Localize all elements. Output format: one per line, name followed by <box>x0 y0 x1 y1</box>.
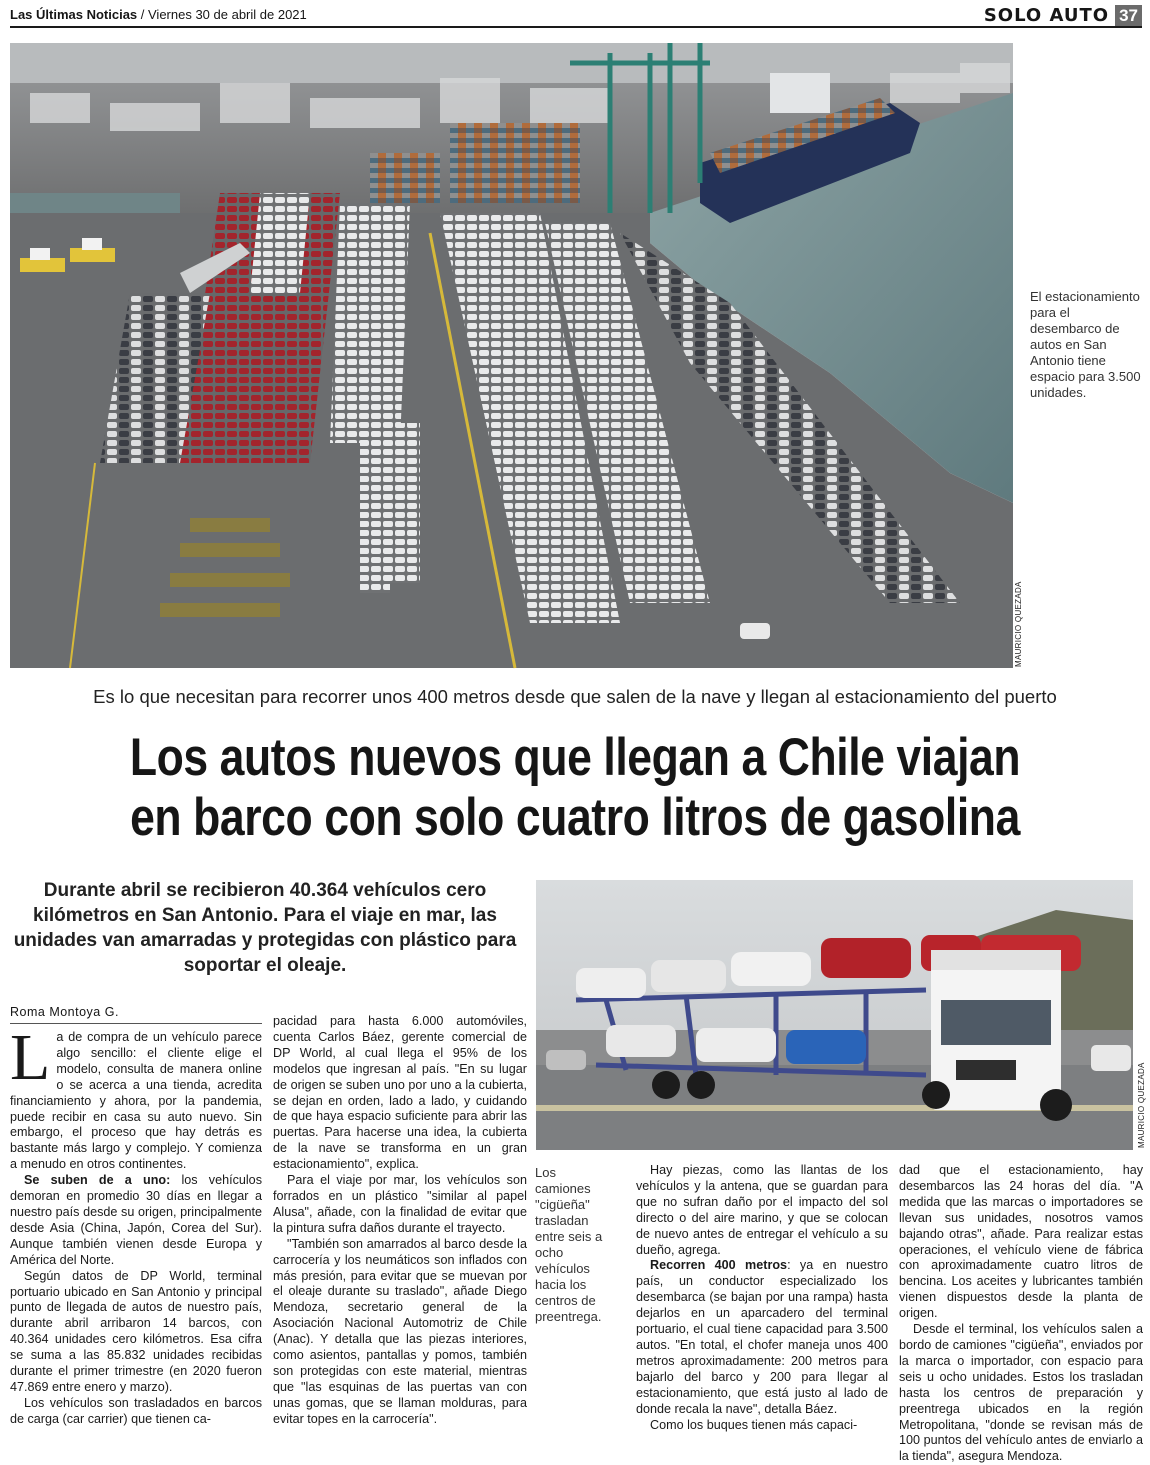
truck-photo-caption: Los camiones "cigüeña" trasladan entre seis a ocho vehículos hacia los centros de preentrega. <box>535 1165 603 1324</box>
publication-name: Las Últimas Noticias <box>10 7 138 22</box>
car-carrier-truck-illustration <box>536 880 1133 1150</box>
headline-line-1: Los autos nuevos que llegan a Chile viajan <box>129 728 1021 787</box>
page-header <box>10 4 1142 28</box>
port-aerial-photo <box>10 43 1013 668</box>
section-name: SOLO AUTO <box>983 4 1110 26</box>
page-number: 37 <box>1115 5 1142 26</box>
article-paragraph: Como los buques tienen más capaci- <box>650 1417 858 1432</box>
headline-line-2: en barco con solo cuatro litros de gasolina <box>130 788 1020 847</box>
article-column-1 <box>10 1021 262 1428</box>
article-paragraph <box>10 1021 262 1173</box>
article-paragraph: Según datos de DP World, terminal portuario ubicado en San Antonio y principal punto de llegada de autos de nuestro país, durante abril arribaron 14 barcos, con 40.364 unidades cero kilómetros. Esa cifra se suma a las 85.832 unidades recibidas durante el primer trimestre (en 2020 fueron 47.869 entre enero y marzo). <box>10 1268 262 1394</box>
article-paragraph <box>10 1173 262 1268</box>
article-paragraph: pacidad para hasta 6.000 automóviles, cuenta Carlos Báez, gerente comercial de DP World, al cual llega el 95% de los modelos que ingresan al país. "En su lugar de origen se suben uno por uno a la cubierta, se dejan en orden, lado a lado, y cuidando de que haya espacio suficiente para abrir las puertas. Para hacerse una idea, la cubierta de la nave se transforma en un gran estacionamiento", explica. <box>273 1014 527 1172</box>
article-column-3 <box>636 1163 888 1433</box>
subhead: Recorren 400 metros <box>650 1258 788 1273</box>
article-column-4 <box>899 1163 1143 1465</box>
truck-photo-credit: MAURICIO QUEZADA <box>1137 1062 1146 1148</box>
article-column-2 <box>273 1014 527 1428</box>
drop-cap: L <box>10 1021 51 1094</box>
top-photo-caption: El estacionamiento para el desembarco de autos en San Antonio tiene espacio para 3.500 unidades. <box>1030 289 1141 400</box>
article-paragraph: Para el viaje por mar, los vehículos son forrados en un plástico "similar al papel Alusa", añade, con la finalidad de evitar que la pintura sufra daños durante el trayecto. <box>273 1173 527 1235</box>
lead-paragraph: Durante abril se recibieron 40.364 vehículos cero kilómetros en San Antonio. Para el viaje en mar, las unidades van amarradas y protegidas con plástico para soportar el oleaje. <box>13 880 517 976</box>
car-carrier-truck-photo <box>536 880 1133 1150</box>
article-paragraph: dad que el estacionamiento, hay desembarcos las 24 horas del día. "A medida que las marcas o importadores se llevan sus unidades, nosotros vamos bajando otras", añade. Para realizar estas operaciones, el vehículo viene de fábrica con aproximadamente cuatro litros de bencina. Los aceites y lubricantes también vienen dispuestos desde la planta de origen. <box>899 1163 1143 1321</box>
port-aerial-illustration <box>10 43 1013 668</box>
article-paragraph: Hay piezas, como las llantas de los vehículos y la antena, que se guardan para que no sufran daño por el impacto del sol directo o del aire marino, y que se colocan de nuevo antes de entregar el vehículo a su dueño, agrega. <box>636 1163 888 1257</box>
article-paragraph: "También son amarrados al barco desde la carrocería y los neumáticos son inflados con más presión, para evitar que se muevan por el oleaje durante su traslado", añade Diego Mendoza, secretario general de la Asociación Nacional Automotriz de Chile (Anac). Y detalla que las piezas interiores, como asientos, pantallas y pomos, también son protegidas con este material, mientras que "las esquinas de las puertas van con unas gomas, que se llaman molduras, para evitar topes en la carrocería". <box>273 1236 527 1426</box>
byline: Roma Montoya G. <box>10 1005 262 1024</box>
article-paragraph <box>636 1258 888 1417</box>
publication-date: Viernes 30 de abril de 2021 <box>148 7 307 22</box>
subhead: Se suben de a uno: <box>24 1173 171 1188</box>
paragraph-text: los vehículos demoran en promedio 30 días en llegar a nuestro país desde su origen, principalmente desde Asia (China, Japón, Corea del Sur). Aunque también vienen desde Europa y América del Norte. <box>10 1173 262 1267</box>
kicker: Es lo que necesitan para recorrer unos 400 metros desde que salen de la nave y llegan al estacionamiento del puerto <box>93 686 1057 707</box>
paragraph-text: a de compra de un vehículo parece algo sencillo: el cliente elige el modelo, consulta de manera online o se acerca a una tienda, acredita financiamiento y ahora, por la pandemia, puede recibir en casa su auto nuevo. Sin embargo, el proceso que hay detrás es bastante más largo y complejo. Y comienza a menudo en otros continentes. <box>10 1030 262 1172</box>
header-separator: / <box>137 7 148 22</box>
top-photo-credit: MAURICIO QUEZADA <box>1014 581 1023 667</box>
headline <box>92 728 1058 848</box>
paragraph-text: : ya en nuestro país, un conductor especializado los desembarca (se bajan por una rampa) hasta dejarlos en un aparcadero del terminal portuario, el cual tiene capacidad para 3.500 autos. "En total, el chofer maneja unos 400 metros aproximadamente: 200 metros para bajarlo del barco y 200 para llegar al estacionamiento, que está justo al lado de donde recala la nave", detalla Báez. <box>636 1258 888 1416</box>
article-paragraph: Desde el terminal, los vehículos salen a bordo de camiones "cigüeña", enviados por la marca o importador, con espacio para seis u ocho unidades. Estos los trasladan hasta los centros de preparación y preentrega ubicados en la región Metropolitana, "donde se revisan más de 100 puntos del vehículo antes de enviarlo a la tienda", asegura Mendoza. <box>899 1322 1143 1464</box>
header-left <box>10 7 307 22</box>
article-paragraph: Los vehículos son trasladados en barcos de carga (car carrier) que tienen ca- <box>10 1395 262 1426</box>
header-right <box>984 4 1142 26</box>
